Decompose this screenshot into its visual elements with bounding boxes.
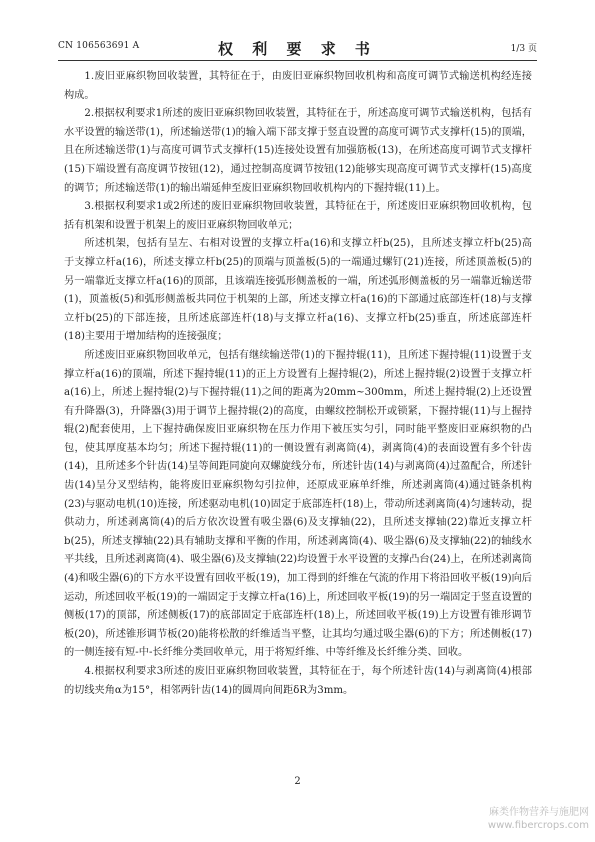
claim-4: 4.根据权利要求3所述的废旧亚麻织物回收装置，其特征在于，每个所述针齿(14)与剥离筒(4)根部的切线夹角α为15°，相邻两针齿(14)的圆周向间距δR为3mm。: [64, 666, 532, 696]
claim-3-frame-paragraph: 所述机架，包括有呈左、右相对设置的支撑立杆a(16)和支撑立杆b(25)，且所述支撑立杆b(25)高于支撑立杆a(16)，所述支撑立杆b(25)的顶端与顶盖板(5)的一端通过螺钉(21)连接，所述顶盖板(5)的另一端靠近支撑立杆a(16)的顶部，且该端连接弧形侧盖板的一端，所述弧形侧盖板的另一端靠近输送带(1)，顶盖板(5)和弧形侧盖板共同位于机架的上部，所述支撑立杆a(16)的下部通过底部连杆(18)与支撑立杆b(25)的下部连接，且所述底部连杆(18)与支撑立杆a(16)、支撑立杆b(25)垂直，所述底部连杆(18)主要用于增加结构的连接强度；: [64, 238, 532, 343]
claim-3-recovery-unit-paragraph: 所述废旧亚麻织物回收单元，包括有继续输送带(1)的下握持辊(11)，且所述下握持辊(11)设置于支撑立杆a(16)的顶端，所述下握持辊(11)的正上方设置有上握持辊(2)，所述上握持辊(2)设置于支撑立杆a(16)上，所述上握持辊(2)与下握持辊(11)之间的距离为20mm~300mm，所述上握持辊(2)上还设置有升降器(3)，升降器(3)用于调节上握持辊(2)的高度，由螺纹控制松开或锁紧，下握持辊(11)与上握持辊(2)配套使用，上下握持确保废旧亚麻织物在压力作用下被压实匀引，同时能平整废旧亚麻织物的凸包，使其厚度基本均匀；所述下握持辊(11)的一侧设置有剥离筒(4)，剥离筒(4)的表面设置有多个针齿(14)，且所述多个针齿(14)呈等间距同旋向双螺旋线分布，所述针齿(14)与剥离筒(4)过盈配合，所述针齿(14)呈分叉型结构，能将废旧亚麻织物勾引拉伸，还原成亚麻单纤维，所述剥离筒(4)通过链条机构(23)与驱动电机(10)连接，所述驱动电机(10)固定于底部连杆(18)上，带动所述剥离筒(4)匀速转动，提供动力，所述剥离筒(4)的后方依次设置有吸尘器(6)及支撑轴(22)，且所述支撑轴(22)靠近支撑立杆b(25)，所述支撑轴(22)具有辅助支撑和平衡的作用，所述剥离筒(4)、吸尘器(6)及支撑轴(22)的轴线水平共线，且所述剥离筒(4)、吸尘器(6)及支撑轴(22)均设置于水平设置的支撑凸台(24)上，在所述剥离筒(4)和吸尘器(6)的下方水平设置有回收平板(19)，加工得到的纤维在气流的作用下将沿回收平板(19)向后运动，所述回收平板(19)的一端固定于支撑立杆a(16)上，所述回收平板(19)的另一端固定于竖直设置的侧板(17)的顶部，所述侧板(17)的底部固定于底部连杆(18)上，所述回收平板(19)上方设置有锥形调节板(20)，所述锥形调节板(20)能将松散的纤维适当平整，让其均匀通过吸尘器(6)的下方；所述侧板(17)的一侧连接有短-中-长纤维分类回收单元，用于将短纤维、中等纤维及长纤维分类、回收。: [64, 349, 532, 659]
page-header: [58, 38, 537, 56]
watermark-site-name: 麻类作物营养与施肥网: [489, 807, 589, 818]
watermark: [488, 806, 589, 832]
header-rule: [58, 60, 537, 61]
claims-body: [64, 68, 532, 700]
claim-2: 2.根据权利要求1所述的废旧亚麻织物回收装置，其特征在于，所述高度可调节式输送机构，包括有水平设置的输送带(1)，所述输送带(1)的输入端下部支撑于竖直设置的高度可调节式支撑杆(15)的顶端，且在所述输送带(1)与高度可调节式支撑杆(15)连接处设置有加强筋板(13)，在所述高度可调节式支撑杆(15)下端设置有高度调节按钮(12)，通过控制高度调节按钮(12)能够实现高度可调节式支撑杆(15)高度的调节；所述输送带(1)的输出端延伸至废旧亚麻织物回收机构内的下握持辊(11)上。: [64, 108, 532, 194]
page-count: 1/3 页: [510, 44, 537, 54]
watermark-url: www.fibercrops.com: [487, 820, 589, 831]
page-number: 2: [294, 776, 301, 787]
claim-1: 1.废旧亚麻织物回收装置，其特征在于，由废旧亚麻织物回收机构和高度可调节式输送机构经连接构成。: [64, 71, 532, 101]
publication-number: CN 106563691 A: [58, 41, 140, 51]
document-title: 权 利 要 求 书: [218, 40, 377, 58]
claim-3: 3.根据权利要求1或2所述的废旧亚麻织物回收装置，其特征在于，所述废旧亚麻织物回收机构，包括有机架和设置于机架上的废旧亚麻织物回收单元；: [64, 201, 532, 231]
